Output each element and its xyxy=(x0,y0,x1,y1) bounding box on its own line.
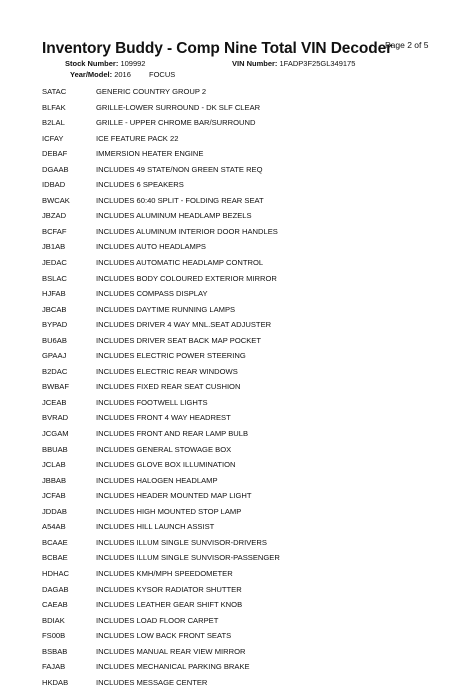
option-description: INCLUDES KYSOR RADIATOR SHUTTER xyxy=(96,584,242,594)
option-description: INCLUDES HIGH MOUNTED STOP LAMP xyxy=(96,506,242,516)
list-item xyxy=(42,582,280,598)
option-code: HJFAB xyxy=(42,289,66,299)
list-item xyxy=(42,457,280,473)
option-code: JCLAB xyxy=(42,460,66,470)
option-description: GRILLE-LOWER SURROUND - DK SLF CLEAR xyxy=(96,102,261,112)
list-item xyxy=(42,317,280,333)
option-description: INCLUDES HILL LAUNCH ASSIST xyxy=(96,522,215,532)
stock-number-value: 109992 xyxy=(120,59,146,68)
list-item xyxy=(42,488,280,504)
list-item xyxy=(42,271,280,287)
list-item xyxy=(42,302,280,318)
list-item xyxy=(42,131,280,147)
option-description: INCLUDES MESSAGE CENTER xyxy=(96,677,208,687)
option-description: INCLUDES HALOGEN HEADLAMP xyxy=(96,475,218,485)
option-code: BBUAB xyxy=(42,444,68,454)
option-code: A54AB xyxy=(42,522,66,532)
option-code-list xyxy=(42,84,280,690)
option-code: FAJAB xyxy=(42,662,66,672)
list-item xyxy=(42,426,280,442)
option-code: BDIAK xyxy=(42,615,65,625)
option-code: JCEAB xyxy=(42,397,67,407)
option-code: DGAAB xyxy=(42,164,69,174)
document-title: Inventory Buddy - Comp Nine Total VIN Decoder xyxy=(42,40,393,57)
option-code: BU6AB xyxy=(42,335,67,345)
list-item xyxy=(42,100,280,116)
list-item xyxy=(42,597,280,613)
list-item xyxy=(42,115,280,131)
option-description: INCLUDES GLOVE BOX ILLUMINATION xyxy=(96,460,236,470)
list-item xyxy=(42,628,280,644)
option-code: JB1AB xyxy=(42,242,66,252)
option-code: BCBAE xyxy=(42,553,68,563)
list-item xyxy=(42,659,280,675)
vin-number-value: 1FADP3F25GL349175 xyxy=(279,59,356,68)
stock-number-label: Stock Number: xyxy=(65,59,119,68)
option-code: JBBAB xyxy=(42,475,67,485)
option-code: HKDAB xyxy=(42,677,69,687)
option-description: INCLUDES LEATHER GEAR SHIFT KNOB xyxy=(96,600,243,610)
list-item xyxy=(42,519,280,535)
list-item xyxy=(42,644,280,660)
option-code: ICFAY xyxy=(42,133,64,143)
option-code: BCAAE xyxy=(42,537,68,547)
option-code: SATAC xyxy=(42,87,67,96)
list-item xyxy=(42,473,280,489)
option-description: INCLUDES ELECTRIC POWER STEERING xyxy=(96,351,246,361)
option-code: BWBAF xyxy=(42,382,70,392)
option-code: JEDAC xyxy=(42,258,67,268)
option-code: BCFAF xyxy=(42,226,67,236)
option-code: GPAAJ xyxy=(42,351,67,361)
list-item xyxy=(42,208,280,224)
option-description: INCLUDES AUTO HEADLAMPS xyxy=(96,242,206,252)
option-description: INCLUDES ALUMINUM INTERIOR DOOR HANDLES xyxy=(96,226,278,236)
option-description: INCLUDES FRONT 4 WAY HEADREST xyxy=(96,413,231,423)
stock-number xyxy=(65,59,145,68)
option-description: INCLUDES HEADER MOUNTED MAP LIGHT xyxy=(96,491,252,501)
option-description: INCLUDES ILLUM SINGLE SUNVISOR-PASSENGER xyxy=(96,553,280,563)
list-item xyxy=(42,162,280,178)
option-description: INCLUDES KMH/MPH SPEEDOMETER xyxy=(96,568,233,578)
option-description: ICE FEATURE PACK 22 xyxy=(96,133,179,143)
list-item xyxy=(42,566,280,582)
list-item xyxy=(42,550,280,566)
option-description: INCLUDES 49 STATE/NON GREEN STATE REQ xyxy=(96,164,263,174)
option-description: INCLUDES GENERAL STOWAGE BOX xyxy=(96,444,232,454)
page-number: Page 2 of 5 xyxy=(385,40,429,50)
option-description: INCLUDES BODY COLOURED EXTERIOR MIRROR xyxy=(96,273,277,283)
option-description: INCLUDES 6 SPEAKERS xyxy=(96,180,184,190)
option-code: BSLAC xyxy=(42,273,67,283)
list-item xyxy=(42,193,280,209)
list-item xyxy=(42,286,280,302)
option-code: BLFAK xyxy=(42,102,66,112)
list-item xyxy=(42,348,280,364)
option-description: INCLUDES COMPASS DISPLAY xyxy=(96,289,208,299)
option-code: JBCAB xyxy=(42,304,67,314)
list-item xyxy=(42,84,280,100)
vin-number xyxy=(232,59,355,68)
year-model xyxy=(70,70,175,79)
option-code: FS00B xyxy=(42,631,66,641)
option-code: HDHAC xyxy=(42,568,70,578)
option-code: JDDAB xyxy=(42,506,67,516)
option-description: INCLUDES AUTOMATIC HEADLAMP CONTROL xyxy=(96,258,264,268)
option-description: GRILLE - UPPER CHROME BAR/SURROUND xyxy=(96,118,256,128)
vin-number-label: VIN Number: xyxy=(232,59,278,68)
list-item xyxy=(42,224,280,240)
list-item xyxy=(42,535,280,551)
list-item xyxy=(42,255,280,271)
list-item xyxy=(42,504,280,520)
year-value: 2016 xyxy=(114,70,131,79)
option-code: DAGAB xyxy=(42,584,69,594)
option-code: CAEAB xyxy=(42,600,68,610)
list-item xyxy=(42,410,280,426)
option-description: IMMERSION HEATER ENGINE xyxy=(96,149,204,159)
option-description: INCLUDES FRONT AND REAR LAMP BULB xyxy=(96,429,249,439)
option-code: BYPAD xyxy=(42,320,68,330)
list-item xyxy=(42,364,280,380)
option-code: BVRAD xyxy=(42,413,69,423)
year-model-label: Year/Model: xyxy=(70,70,113,79)
list-item xyxy=(42,333,280,349)
option-code: JBZAD xyxy=(42,211,67,221)
option-code: BWCAK xyxy=(42,195,70,205)
option-description: GENERIC COUNTRY GROUP 2 xyxy=(96,87,207,96)
option-code: B2LAL xyxy=(42,118,65,128)
list-item xyxy=(42,177,280,193)
option-description: INCLUDES MECHANICAL PARKING BRAKE xyxy=(96,662,250,672)
option-description: INCLUDES LOW BACK FRONT SEATS xyxy=(96,631,232,641)
option-description: INCLUDES MANUAL REAR VIEW MIRROR xyxy=(96,646,246,656)
option-code: IDBAD xyxy=(42,180,66,190)
model-value: FOCUS xyxy=(148,70,176,79)
option-code: JCGAM xyxy=(42,429,69,439)
list-item xyxy=(42,379,280,395)
option-code: DEBAF xyxy=(42,149,68,159)
option-description: INCLUDES ELECTRIC REAR WINDOWS xyxy=(96,366,238,376)
list-item xyxy=(42,675,280,690)
option-description: INCLUDES DRIVER SEAT BACK MAP POCKET xyxy=(96,335,261,345)
list-item xyxy=(42,613,280,629)
list-item xyxy=(42,442,280,458)
option-description: INCLUDES ILLUM SINGLE SUNVISOR-DRIVERS xyxy=(96,537,267,547)
option-description: INCLUDES DAYTIME RUNNING LAMPS xyxy=(96,304,236,314)
list-item xyxy=(42,146,280,162)
option-code: JCFAB xyxy=(42,491,66,501)
option-code: B2DAC xyxy=(42,366,68,376)
option-description: INCLUDES LOAD FLOOR CARPET xyxy=(96,615,219,625)
option-code: BSBAB xyxy=(42,646,68,656)
option-description: INCLUDES DRIVER 4 WAY MNL.SEAT ADJUSTER xyxy=(96,320,272,330)
list-item xyxy=(42,239,280,255)
option-description: INCLUDES FIXED REAR SEAT CUSHION xyxy=(96,382,241,392)
option-description: INCLUDES ALUMINUM HEADLAMP BEZELS xyxy=(96,211,252,221)
list-item xyxy=(42,395,280,411)
option-description: INCLUDES 60:40 SPLIT - FOLDING REAR SEAT xyxy=(96,195,264,205)
option-description: INCLUDES FOOTWELL LIGHTS xyxy=(96,397,208,407)
